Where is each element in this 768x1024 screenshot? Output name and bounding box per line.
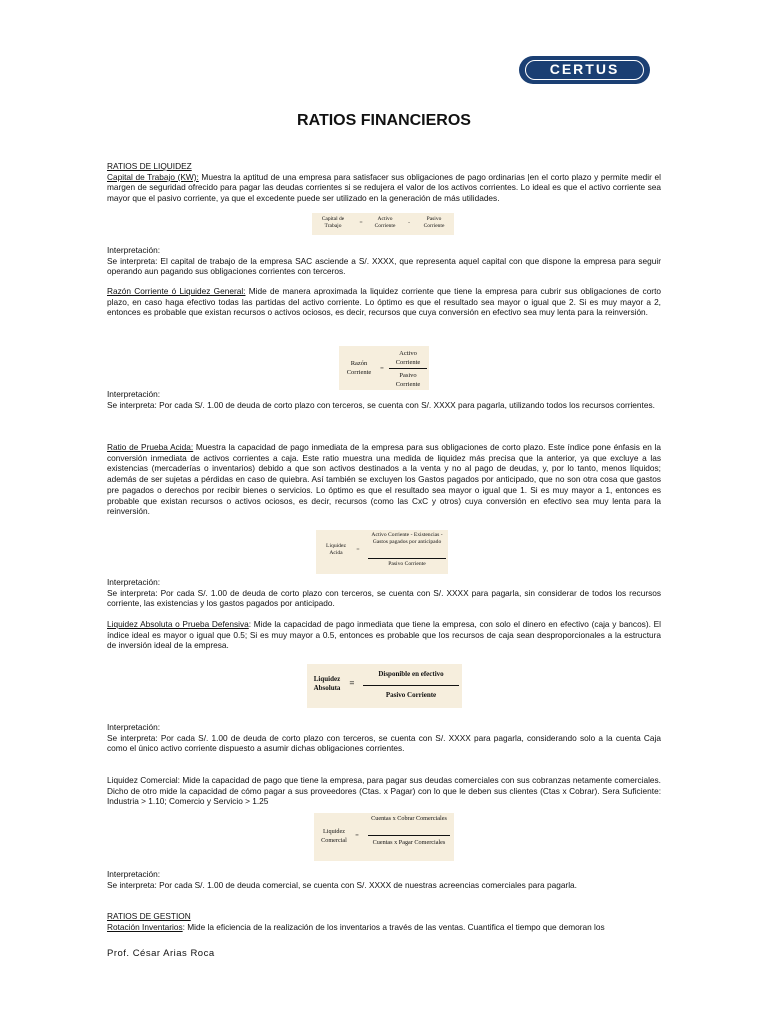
section-liquidez [107,161,661,204]
section-gestion [107,911,661,932]
formula-razon-corriente [339,346,429,390]
rc-interp-label: Interpretación: [107,389,161,399]
formula-pa-line [368,558,446,559]
formula-rc-left: Razón Corriente [346,360,372,376]
formula-kw-activo: Activo Corriente [374,216,396,229]
la-paragraph [107,619,661,651]
formula-rc-line [389,368,427,369]
formula-rc-numerator: Activo Corriente [395,350,421,366]
formula-la-left: Liquidez Absoluta [313,675,341,692]
kw-paragraph [107,172,661,204]
formula-pa-equals: = [356,547,360,553]
section-heading-gestion: RATIOS DE GESTION [107,911,191,921]
formula-lc-equals: = [355,832,359,839]
kw-interp-text: Se interpreta: El capital de trabajo de la empresa SAC asciende a S/. XXXX, que representa aquel capital con que dispone la empresa para seguir operando aun pagando sus obligaciones corrientes con terceros. [107,255,661,277]
rc-interpretation [107,389,661,410]
certus-logo [519,56,650,84]
formula-rc-denominator: Pasivo Corriente [395,372,421,388]
rc-paragraph [107,286,661,318]
formula-liquidez-absoluta [307,664,462,708]
formula-liquidez-comercial [314,813,454,861]
formula-kw-minus: - [408,220,410,226]
formula-capital-trabajo [312,213,454,235]
la-term: Liquidez Absoluta o Prueba Defensiva [107,619,249,629]
formula-lc-numerator: Cuentas x Cobrar Comerciales [371,815,447,822]
la-interp-text: Se interpreta: Por cada S/. 1.00 de deuda de corto plazo con terceros, se cuenta con S/. XXXX para pagarla, considerando solo a la cuenta Caja como el único activo corriente dispuesto a asumir dichas obligaciones corrientes. [107,732,661,754]
formula-pa-denominator: Pasivo Corriente [388,561,426,567]
rc-interp-text: Se interpreta: Por cada S/. 1.00 de deuda de corto plazo con terceros, se cuenta con S/. XXXX para pagarla, utilizando todos los recursos corrientes. [107,399,655,410]
kw-description: Muestra la aptitud de una empresa para satisfacer sus obligaciones de pago ordinarias |en el corto plazo y permite medir el margen de seguridad ofrecido para pagar las deudas corrientes si se redujera el valor de los activos corrientes. Lo ideal es que el activo corriente sea mayor que el pasivo corriente, ya que el excedente puede ser utilizado en la generación de más utilidades. [107,171,661,204]
formula-la-equals: = [349,678,355,688]
formula-lc-denominator: Cuentas x Pagar Comerciales [372,839,446,846]
lc-interp-text: Se interpreta: Por cada S/. 1.00 de deuda comercial, se cuenta con S/. XXXX de nuestras acreencias comerciales para pagarla. [107,879,577,890]
rc-term: Razón Corriente ó Liquidez General: [107,286,246,296]
formula-pa-left: Liquidez Acida [326,543,346,557]
formula-lc-line [368,835,450,836]
formula-la-numerator: Disponible en efectivo [378,670,444,678]
la-description: : Mide la capacidad de pago inmediata que tiene la empresa, con solo el dinero en efectivo (caja y bancos). El índice ideal es mayor o igual que 0.5; Si es muy mayor a 0.5, entonces es probable que los recursos de caja sean desproporcionales a la estructura de inversión ideal de la empresa. [107,619,661,651]
formula-prueba-acida [316,530,448,574]
formula-la-line [363,685,459,686]
la-interpretation [107,722,661,754]
formula-kw-equals: = [359,220,363,226]
formula-kw-pasivo: Pasivo Corriente [423,216,445,229]
footer-author: Prof. César Arias Roca [107,948,215,959]
pa-paragraph [107,442,661,517]
section-heading-liquidez: RATIOS DE LIQUIDEZ [107,161,192,171]
la-interp-label: Interpretación: [107,722,161,732]
formula-pa-numerator: Activo Corriente - Existencias - Gastos pagados por anticipado [371,532,443,546]
lc-interp-label: Interpretación: [107,869,161,879]
logo-text: CERTUS [549,61,620,77]
kw-interp-label: Interpretación: [107,245,161,255]
lc-interpretation [107,869,661,890]
formula-rc-equals: = [380,365,384,372]
rc-description: Mide de manera aproximada la liquidez corriente que tiene la empresa para cubrir sus obligaciones de corto plazo, en caso haga efectivo todas las partidas del activo corriente. Lo óptimo es que el resultado sea mayor o igual que 2. Si es muy mayor a 2, entonces es probable que existan recursos o activos ociosos, es decir, recursos que cuya conversión en efectivo sea muy lenta para la reinversión. [107,286,661,318]
kw-interpretation [107,245,661,277]
pa-interp-text: Se interpreta: Por cada S/. 1.00 de deuda de corto plazo con terceros, se cuenta con S/. XXXX para pagarla, sin considerar de todos los recursos corriente, las existencias y los gastos pagados por anticipado. [107,587,661,609]
formula-kw-left: Capital de Trabajo [321,216,345,229]
lc-paragraph: Liquidez Comercial: Mide la capacidad de pago que tiene la empresa, para pagar sus deudas comerciales con sus cobranzas netamente comerciales. Dicho de otro mide la capacidad de cómo pagar a sus proveedores (Ctas. x Pagar) con lo que le deben sus clientes (Ctas x Cobrar). Sera Suficiente: Industria > 1.10; Comercio y Servicio > 1.25 [107,775,661,807]
formula-la-denominator: Pasivo Corriente [385,691,437,699]
kw-term: Capital de Trabajo (KW): [107,171,199,182]
page-title: RATIOS FINANCIEROS [297,112,471,129]
pa-interpretation [107,577,661,609]
ri-description: : Mide la eficiencia de la realización de los inventarios a través de las ventas. Cuantifica el tiempo que demoran los [182,921,605,932]
pa-interp-label: Interpretación: [107,577,161,587]
ri-term: Rotación Inventarios [107,921,183,932]
pa-description: Muestra la capacidad de pago inmediata de la empresa para sus obligaciones de corto plazo. Este índice pone énfasis en la conversión inmediata de activos corrientes a caja. Este ratio muestra una medida de liquidez más precisa que la anterior, ya que excluye a las existencias (mercaderías o inventarios) debido a que son activos destinados a la venta y no al pago de deudas, y, por lo tanto, menos líquidos; además de ser sujetas a pérdidas en caso de quiebra. Así también se excluyen los Gastos pagados por anticipado, que no son otra cosa que gastos pre pagados o derechos por recibir bienes o servicios. Lo óptimo es que el resultado sea mayor o igual que 1. Si es muy mayor a 1, entonces es probable que existan recursos o activos ociosos, es decir, recursos (como las CxC y otros) cuya conversión en efectivo sea muy lenta para la reinversión. [107,442,662,517]
pa-term: Ratio de Prueba Acida: [107,442,194,452]
formula-lc-left: Liquidez Comercial [321,828,347,844]
ri-paragraph [107,922,661,933]
